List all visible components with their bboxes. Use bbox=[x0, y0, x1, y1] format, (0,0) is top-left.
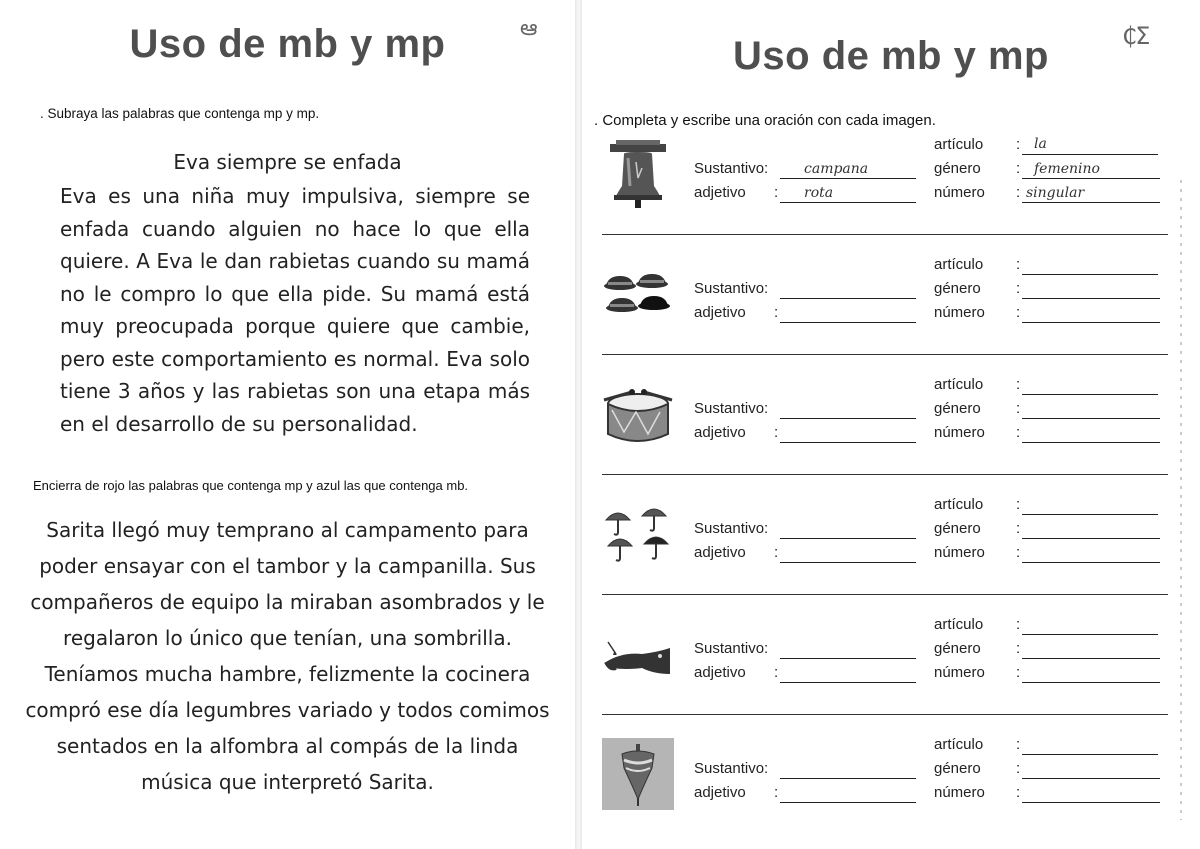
genero-colon: : bbox=[1016, 160, 1021, 177]
sustantivo-line[interactable] bbox=[780, 658, 916, 659]
numero-label: número bbox=[934, 784, 985, 801]
numero-line[interactable] bbox=[1022, 442, 1160, 443]
articulo-label: artículo bbox=[934, 736, 984, 753]
instruction-circle: Encierra de rojo las palabras que contenga mp y azul las que contenga mb. bbox=[33, 478, 469, 493]
numero-colon: : bbox=[1016, 664, 1021, 681]
adjetivo-colon: : bbox=[774, 544, 779, 561]
left-worksheet bbox=[0, 0, 575, 849]
second-story-paragraph: Sarita llegó muy temprano al campamento para poder ensayar con el tambor y la campanilla. Sus compañeros de equipo la miraban asombrados y le regalaron lo único que tenían, una sombrilla. Teníamos mucha hambre, felizmente la cocinera compró ese día legumbres variado y todos comimos sentados en la alfombra al compás de la linda música que interpretó Sarita. bbox=[25, 518, 550, 794]
sustantivo-line[interactable] bbox=[780, 778, 916, 779]
articulo-colon: : bbox=[1016, 736, 1021, 753]
adjetivo-colon: : bbox=[774, 664, 779, 681]
sustantivo-label: Sustantivo: bbox=[694, 520, 769, 537]
genero-colon: : bbox=[1016, 280, 1021, 297]
articulo-line[interactable] bbox=[1022, 154, 1158, 155]
adjetivo-colon: : bbox=[774, 184, 779, 201]
adjetivo-colon: : bbox=[774, 304, 779, 321]
numero-answer: singular bbox=[1026, 185, 1085, 201]
right-worksheet bbox=[582, 0, 1200, 849]
numero-colon: : bbox=[1016, 184, 1021, 201]
articulo-line[interactable] bbox=[1022, 394, 1158, 395]
articulo-label: artículo bbox=[934, 136, 984, 153]
exercise-row-5 bbox=[582, 610, 1200, 728]
row-divider bbox=[602, 594, 1168, 595]
genero-label: género bbox=[934, 280, 981, 297]
genero-line[interactable] bbox=[1022, 178, 1160, 179]
genero-colon: : bbox=[1016, 520, 1021, 537]
sustantivo-line[interactable] bbox=[780, 178, 916, 179]
articulo-colon: : bbox=[1016, 496, 1021, 513]
numero-colon: : bbox=[1016, 304, 1021, 321]
left-corner-mark: ఆ bbox=[520, 16, 538, 41]
genero-colon: : bbox=[1016, 400, 1021, 417]
adjetivo-line[interactable] bbox=[780, 202, 916, 203]
genero-label: género bbox=[934, 160, 981, 177]
genero-line[interactable] bbox=[1022, 658, 1160, 659]
genero-line[interactable] bbox=[1022, 418, 1160, 419]
spinning-top-icon bbox=[602, 738, 674, 810]
row-divider bbox=[602, 474, 1168, 475]
story-paragraph: Eva es una niña muy impulsiva, siempre se enfada cuando alguien no hace lo que ella quiere. A Eva le dan rabietas cuando su mamá no le compro lo que ella pide. Su mamá está muy preocupada porque quiere que cambie, pero este comportamiento es normal. Eva solo tiene 3 años y las rabietas son una etapa más en el desarrollo de su personalidad. bbox=[60, 184, 530, 436]
hats-icon bbox=[602, 258, 674, 330]
sustantivo-answer: campana bbox=[804, 161, 869, 177]
numero-line[interactable] bbox=[1022, 202, 1160, 203]
adjetivo-label: adjetivo bbox=[694, 304, 746, 321]
umbrellas-icon bbox=[602, 498, 674, 570]
numero-line[interactable] bbox=[1022, 322, 1160, 323]
genero-colon: : bbox=[1016, 760, 1021, 777]
genero-colon: : bbox=[1016, 640, 1021, 657]
genero-label: género bbox=[934, 760, 981, 777]
adjetivo-label: adjetivo bbox=[694, 184, 746, 201]
numero-colon: : bbox=[1016, 424, 1021, 441]
adjetivo-label: adjetivo bbox=[694, 544, 746, 561]
numero-line[interactable] bbox=[1022, 562, 1160, 563]
row-divider bbox=[602, 354, 1168, 355]
elephant-trunk-icon bbox=[602, 618, 674, 690]
sustantivo-label: Sustantivo: bbox=[694, 640, 769, 657]
exercise-row-2 bbox=[582, 250, 1200, 368]
articulo-label: artículo bbox=[934, 256, 984, 273]
row-divider bbox=[602, 234, 1168, 235]
drum-icon bbox=[602, 378, 674, 450]
articulo-label: artículo bbox=[934, 616, 984, 633]
adjetivo-line[interactable] bbox=[780, 562, 916, 563]
numero-colon: : bbox=[1016, 544, 1021, 561]
exercise-row-1 bbox=[582, 130, 1200, 248]
exercise-row-3 bbox=[582, 370, 1200, 488]
genero-line[interactable] bbox=[1022, 538, 1160, 539]
articulo-line[interactable] bbox=[1022, 514, 1158, 515]
sustantivo-line[interactable] bbox=[780, 538, 916, 539]
articulo-colon: : bbox=[1016, 136, 1021, 153]
adjetivo-colon: : bbox=[774, 784, 779, 801]
adjetivo-answer: rota bbox=[804, 185, 834, 201]
right-page-title: Uso de mb y mp bbox=[733, 34, 1049, 78]
numero-line[interactable] bbox=[1022, 802, 1160, 803]
genero-label: género bbox=[934, 520, 981, 537]
adjetivo-line[interactable] bbox=[780, 322, 916, 323]
story-title: Eva siempre se enfada bbox=[173, 150, 402, 174]
articulo-answer: la bbox=[1034, 136, 1047, 152]
articulo-label: artículo bbox=[934, 376, 984, 393]
page-gutter bbox=[575, 0, 582, 849]
exercise-row-4 bbox=[582, 490, 1200, 608]
articulo-label: artículo bbox=[934, 496, 984, 513]
adjetivo-line[interactable] bbox=[780, 442, 916, 443]
numero-line[interactable] bbox=[1022, 682, 1160, 683]
articulo-colon: : bbox=[1016, 376, 1021, 393]
adjetivo-line[interactable] bbox=[780, 802, 916, 803]
adjetivo-label: adjetivo bbox=[694, 664, 746, 681]
exercise-row-6 bbox=[582, 730, 1200, 848]
articulo-colon: : bbox=[1016, 256, 1021, 273]
instruction-complete: . Completa y escribe una oración con cada imagen. bbox=[594, 112, 936, 129]
sustantivo-line[interactable] bbox=[780, 298, 916, 299]
bell-icon bbox=[602, 138, 674, 210]
numero-colon: : bbox=[1016, 784, 1021, 801]
adjetivo-colon: : bbox=[774, 424, 779, 441]
sustantivo-label: Sustantivo: bbox=[694, 160, 769, 177]
genero-answer: femenino bbox=[1034, 161, 1100, 177]
adjetivo-line[interactable] bbox=[780, 682, 916, 683]
genero-line[interactable] bbox=[1022, 778, 1160, 779]
numero-label: número bbox=[934, 424, 985, 441]
sustantivo-label: Sustantivo: bbox=[694, 400, 769, 417]
articulo-line[interactable] bbox=[1022, 274, 1158, 275]
adjetivo-label: adjetivo bbox=[694, 424, 746, 441]
instruction-underline: . Subraya las palabras que contenga mp y mp. bbox=[40, 106, 320, 121]
genero-label: género bbox=[934, 400, 981, 417]
adjetivo-label: adjetivo bbox=[694, 784, 746, 801]
sustantivo-label: Sustantivo: bbox=[694, 280, 769, 297]
numero-label: número bbox=[934, 304, 985, 321]
articulo-line[interactable] bbox=[1022, 634, 1158, 635]
genero-line[interactable] bbox=[1022, 298, 1160, 299]
sustantivo-line[interactable] bbox=[780, 418, 916, 419]
numero-label: número bbox=[934, 544, 985, 561]
articulo-line[interactable] bbox=[1022, 754, 1158, 755]
articulo-colon: : bbox=[1016, 616, 1021, 633]
left-page-title: Uso de mb y mp bbox=[129, 22, 446, 66]
numero-label: número bbox=[934, 184, 985, 201]
numero-label: número bbox=[934, 664, 985, 681]
genero-label: género bbox=[934, 640, 981, 657]
right-corner-mark: ₵ⵉ bbox=[1122, 22, 1149, 50]
sustantivo-label: Sustantivo: bbox=[694, 760, 769, 777]
row-divider bbox=[602, 714, 1168, 715]
